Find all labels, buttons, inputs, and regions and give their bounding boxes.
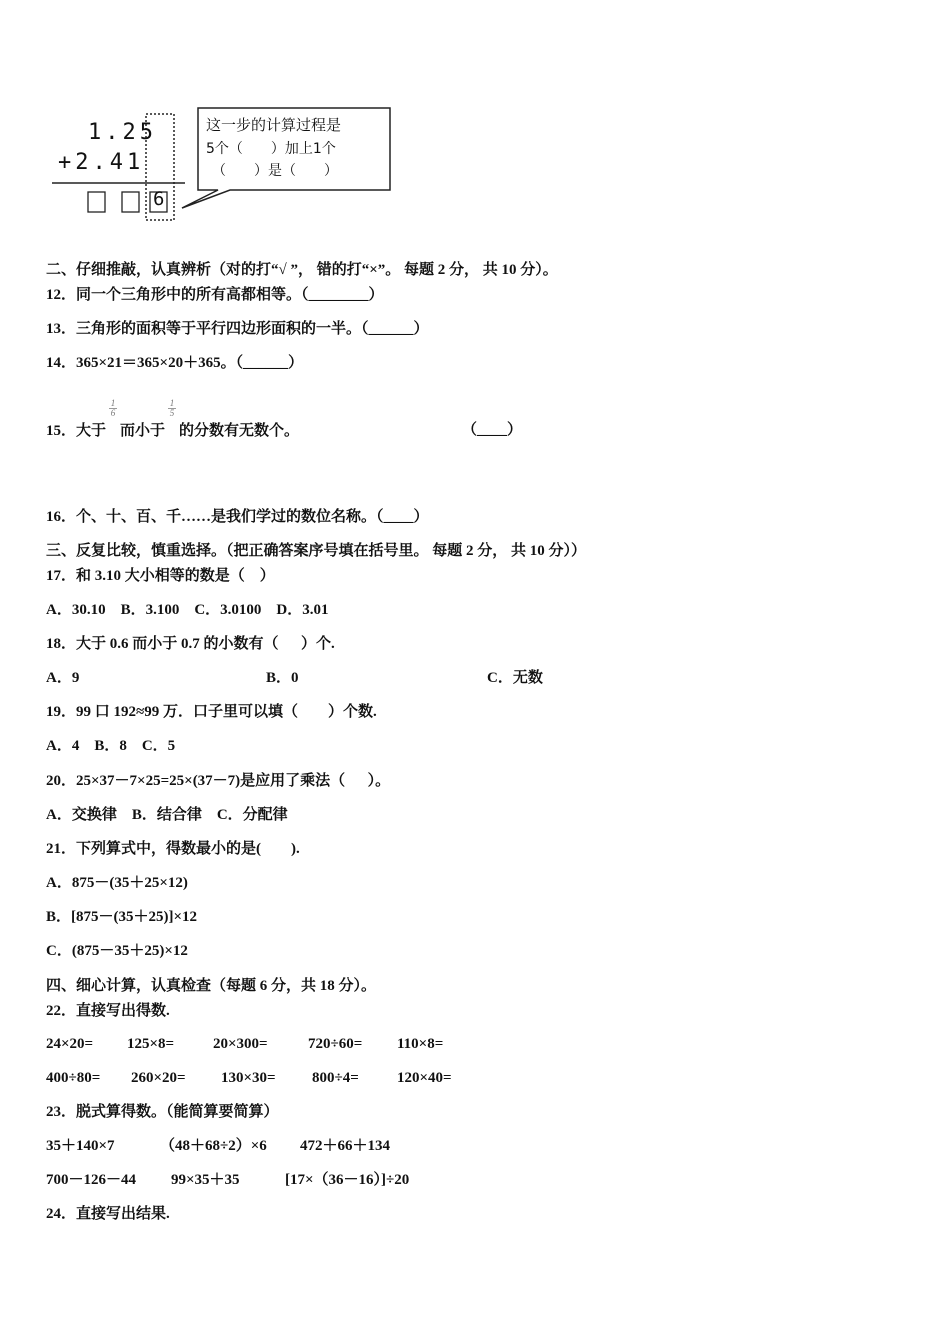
calc-item: 24×20= — [46, 1036, 94, 1052]
question-17: 17．和 3.10 大小相等的数是（ ） — [46, 568, 275, 584]
question-14: 14．365×21＝365×20＋365。（______） — [46, 355, 304, 371]
callout-line-2: 5个（ ）加上1个 — [206, 141, 336, 157]
question-18-option-b: B．0 — [266, 670, 299, 686]
result-digit: 6 — [153, 188, 165, 210]
calc-item: 260×20= — [131, 1070, 186, 1086]
question-15-part-3: 的分数有无数个。 — [179, 423, 300, 439]
calc-item: 800÷4= — [312, 1070, 359, 1086]
expr-row-1 — [46, 1137, 402, 1155]
question-15-part-1: 15．大于 — [46, 423, 107, 439]
question-16: 16．个、十、百、千……是我们学过的数位名称。（____） — [46, 509, 429, 525]
calc-item: 110×8= — [397, 1036, 444, 1052]
callout-line-1: 这一步的计算过程是 — [206, 116, 342, 134]
question-24: 24．直接写出结果. — [46, 1206, 170, 1222]
calc-row-1 — [46, 1035, 455, 1053]
calc-item: 120×40= — [397, 1070, 452, 1086]
question-15-blank: （____） — [462, 422, 523, 438]
fraction-one-sixth: $\frac{1}{6}$ — [110, 398, 116, 418]
calc-item: 130×30= — [221, 1070, 276, 1086]
calc-item: 20×300= — [213, 1036, 268, 1052]
question-13: 13．三角形的面积等于平行四边形面积的一半。（______） — [46, 321, 429, 337]
callout-line-3: （ ）是（ ） — [212, 163, 338, 179]
question-17-options: A．30.10 B．3.100 C．3.0100 D．3.01 — [46, 602, 329, 618]
expr-item: 472＋66＋134 — [300, 1138, 391, 1154]
section-2-heading: 二、仔细推敲，认真辨析（对的打“√ ”， 错的打“×”。 每题 2 分， 共 10 分）。 — [46, 262, 558, 278]
expr-item: 700－126－44 — [46, 1172, 137, 1188]
question-15-part-2: 而小于 — [120, 423, 166, 439]
question-21-option-a: A．875－(35＋25×12) — [46, 875, 188, 891]
question-20-options: A．交换律 B．结合律 C．分配律 — [46, 807, 288, 823]
question-18: 18．大于 0.6 而小于 0.7 的小数有（ ）个. — [46, 636, 335, 652]
question-21-option-c: C．(875－35＋25)×12 — [46, 943, 188, 959]
expr-item: （48＋68÷2）×6 — [160, 1138, 267, 1154]
calc-item: 720÷60= — [308, 1036, 363, 1052]
calc-row-2 — [46, 1069, 464, 1087]
question-21-option-b: B．[875－(35＋25)]×12 — [46, 909, 198, 925]
expr-row-2 — [46, 1171, 421, 1189]
question-20: 20．25×37－7×25=25×(37－7)是应用了乘法（ ）。 — [46, 773, 391, 789]
question-19: 19．99 口 192≈99 万．口子里可以填（ ）个数. — [46, 704, 377, 720]
calc-item: 400÷80= — [46, 1070, 101, 1086]
expr-item: 99×35＋35 — [171, 1172, 240, 1188]
question-18-option-a: A．9 — [46, 670, 80, 686]
section-3-heading: 三、反复比较，慎重选择。（把正确答案序号填在括号里。 每题 2 分， 共 10 分）） — [46, 543, 587, 559]
question-18-option-c: C．无数 — [487, 670, 543, 686]
section-4-heading: 四、细心计算，认真检查（每题 6 分，共 18 分）。 — [46, 978, 377, 994]
addend-1: 1.25 — [88, 120, 157, 145]
fraction-one-fifth: $\frac{1}{5}$ — [169, 398, 175, 418]
question-21: 21．下列算式中，得数最小的是( ). — [46, 841, 300, 857]
question-22: 22．直接写出得数. — [46, 1003, 170, 1019]
question-19-options: A．4 B．8 C．5 — [46, 738, 176, 754]
calc-item: 125×8= — [127, 1036, 175, 1052]
expr-item: 35＋140×7 — [46, 1138, 115, 1154]
question-15 — [46, 398, 300, 440]
question-12: 12．同一个三角形中的所有高都相等。（________） — [46, 287, 384, 303]
expr-item: [17×（36－16）]÷20 — [285, 1172, 410, 1188]
addend-2: +2.41 — [58, 150, 145, 175]
question-23: 23．脱式算得数。（能简算要简算） — [46, 1104, 279, 1120]
